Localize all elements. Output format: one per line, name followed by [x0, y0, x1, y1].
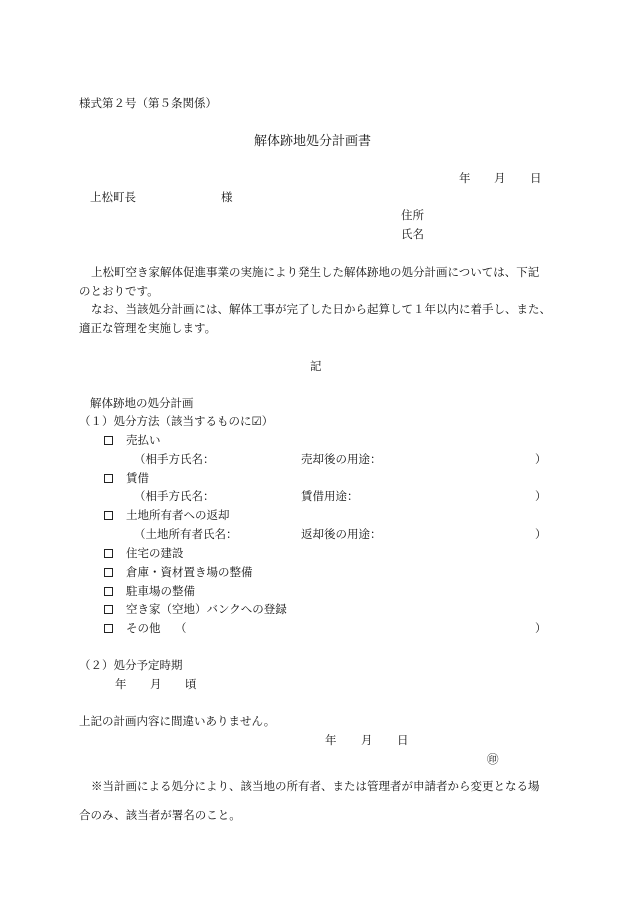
date-month-label: 月 [494, 171, 506, 185]
option-return-close: ） [535, 527, 547, 541]
option-warehouse-checkbox[interactable] [104, 568, 113, 577]
option-sale-checkbox[interactable] [104, 436, 113, 445]
seal-mark: ㊞ [487, 752, 499, 766]
option-housing-label: 住宅の建設 [126, 546, 184, 560]
option-lease-detail-left: （相手方氏名： [134, 489, 215, 503]
confirm-year: 年 [325, 733, 337, 747]
option-sale-detail-left: （相手方氏名： [134, 452, 215, 466]
option-other-checkbox[interactable] [104, 624, 113, 633]
option-lease-close: ） [535, 489, 547, 503]
option-sale-detail-right: 売却後の用途： [301, 452, 382, 466]
option-sale-label: 売払い [126, 433, 161, 447]
note-line2: 合のみ、該当者が署名のこと。 [79, 808, 241, 822]
document-title: 解体跡地処分計画書 [254, 134, 372, 149]
schedule-approx: 頃 [185, 677, 197, 691]
option-parking-checkbox[interactable] [104, 587, 113, 596]
option-lease-detail-right: 賃借用途： [301, 489, 359, 503]
applicant-address-label: 住所 [401, 208, 424, 222]
date-year-label: 年 [459, 171, 471, 185]
schedule-heading: （２）処分予定時期 [79, 658, 183, 672]
option-parking-label: 駐車場の整備 [126, 584, 195, 598]
option-lease-checkbox[interactable] [104, 474, 113, 483]
body-para2-line1: なお、当該処分計画には、解体工事が完了した日から起算して１年以内に着手し、また、 [91, 302, 551, 316]
section-title: 解体跡地の処分計画 [90, 396, 194, 410]
form-number: 様式第２号（第５条関係） [79, 96, 217, 110]
option-return-checkbox[interactable] [104, 511, 113, 520]
addressee-name: 上松町長 [90, 190, 136, 204]
option-lease-label: 賃借 [126, 471, 149, 485]
schedule-year: 年 [115, 677, 127, 691]
ki-marker: 記 [310, 359, 322, 373]
note-line1: ※当計画による処分により、該当地の所有者、または管理者が申請者から変更となる場 [91, 779, 540, 793]
confirm-text: 上記の計画内容に間違いありません。 [79, 714, 276, 728]
date-day-label: 日 [530, 171, 542, 185]
option-other-label: その他 [126, 621, 161, 635]
confirm-month: 月 [361, 733, 373, 747]
option-sale-close: ） [535, 452, 547, 466]
method-heading: （１）処分方法（該当するものに☑） [79, 414, 274, 428]
body-para2-line2: 適正な管理を実施します。 [79, 321, 217, 335]
option-housing-checkbox[interactable] [104, 549, 113, 558]
option-warehouse-label: 倉庫・資材置き場の整備 [126, 565, 253, 579]
confirm-day: 日 [397, 733, 409, 747]
option-bank-checkbox[interactable] [104, 605, 113, 614]
option-return-label: 土地所有者への返却 [126, 508, 230, 522]
option-return-detail-left: （土地所有者氏名： [134, 527, 238, 541]
option-other-open: （ [175, 621, 187, 635]
applicant-name-label: 氏名 [401, 227, 424, 241]
option-return-detail-right: 返却後の用途： [301, 527, 382, 541]
body-para1-line2: のとおりです。 [79, 284, 159, 298]
addressee-honorific: 様 [221, 190, 233, 204]
option-bank-label: 空き家（空地）バンクへの登録 [126, 602, 287, 616]
body-para1-line1: 上松町空き家解体促進事業の実施により発生した解体跡地の処分計画については、下記 [91, 265, 540, 279]
schedule-month: 月 [150, 677, 162, 691]
option-other-close: ） [535, 621, 547, 635]
